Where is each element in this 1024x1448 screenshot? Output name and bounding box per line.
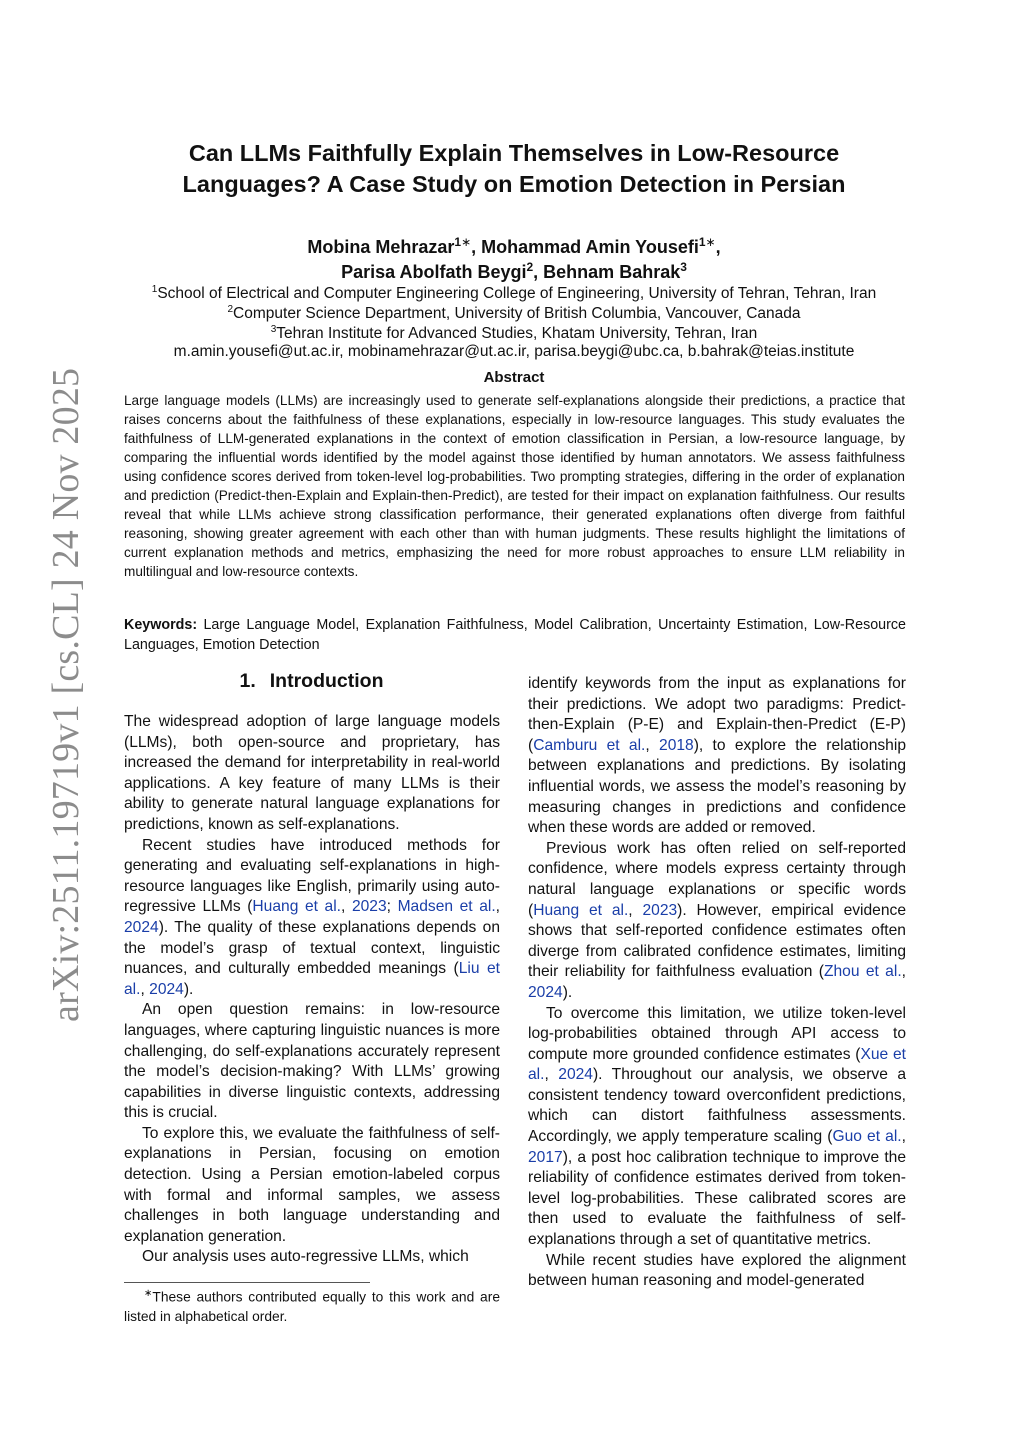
abstract-heading: Abstract bbox=[483, 369, 545, 386]
keywords-text: Large Language Model, Explanation Faithfulness, Model Calibration, Uncertainty Estimation, Low-Resource Languages, Emotion Detection bbox=[124, 617, 906, 653]
affiliation-number: 3 bbox=[270, 324, 277, 335]
paragraph-text: Previous work has often relied on self-reported confidence, where models express certainty through natural language explanations or specific words ( bbox=[528, 839, 906, 919]
author-line-2: Parisa Abolfath Beygi$^2$, Behnam Bahrak$^3$ bbox=[341, 260, 687, 282]
body-paragraph bbox=[528, 674, 906, 839]
paragraph-text: Recent studies have introduced methods for generating and evaluating self-explanations in high-resource languages like English, primarily using auto-regressive LLMs ( bbox=[124, 836, 500, 916]
paragraph-text: Our analysis uses auto-regressive LLMs, which bbox=[142, 1248, 469, 1266]
keywords bbox=[124, 616, 906, 655]
left-column bbox=[124, 712, 500, 1268]
footnote-text: These authors contributed equally to this work and are listed in alphabetical order. bbox=[124, 1289, 500, 1324]
author-affiliation-number: 1 bbox=[698, 235, 706, 249]
affiliation-text: School of Electrical and Computer Engineering College of Engineering, University of Tehran, Tehran, Iran bbox=[157, 285, 877, 303]
author-line-1: Mobina Mehrazar$^{1∗}$, Mohammad Amin Yousefi$^{1∗}$, bbox=[307, 235, 721, 257]
paragraph-text: To overcome this limitation, we utilize token-level log-probabilities obtained through API access to compute more grounded confidence estimates ( bbox=[528, 1004, 906, 1063]
citation-link[interactable]: 2023 bbox=[642, 901, 678, 919]
citation-link[interactable]: 2017 bbox=[528, 1148, 563, 1166]
author-emails: m.amin.yousefi@ut.ac.ir, mobinamehrazar@ut.ac.ir, parisa.beygi@ubc.ca, b.bahrak@teias.institute bbox=[173, 343, 855, 360]
paragraph-text: , bbox=[901, 1128, 906, 1146]
paragraph-text: , bbox=[645, 736, 660, 754]
section-heading bbox=[124, 670, 499, 693]
equal-contribution-mark: ∗ bbox=[461, 235, 472, 249]
body-paragraph bbox=[124, 1247, 500, 1268]
citation-link[interactable]: 2024 bbox=[528, 983, 563, 1001]
author-name: Behnam Bahrak bbox=[543, 262, 681, 282]
section-title: Introduction bbox=[269, 670, 384, 692]
paragraph-text: The widespread adoption of large language models (LLMs), both open-source and proprietary, has increased the demand for interpretability in real-world applications. A key feature of many LLMs is their ability to generate natural language explanations for predictions, known as self-explanations. bbox=[124, 713, 500, 833]
body-paragraph bbox=[124, 836, 500, 1001]
body-paragraph bbox=[528, 1004, 906, 1251]
arxiv-identifier-stamp: arXiv:2511.19719v1 [cs.CL] 24 Nov 2025 bbox=[45, 367, 87, 1022]
body-paragraph bbox=[528, 839, 906, 1004]
body-paragraph bbox=[124, 1000, 500, 1124]
paragraph-text: ). bbox=[183, 980, 194, 998]
equal-contribution-mark: ∗ bbox=[705, 235, 716, 249]
paragraph-text: ), a post hoc calibration technique to improve the reliability of confidence estimates derived from token-level log-probabilities. These calibrated scores are then used to evaluate the faithfulness of self-explanations through a set of quantitative metrics. bbox=[528, 1148, 906, 1249]
paragraph-text: identify keywords from the input as explanations for their predictions. We adopt two paradigms: Predict-then-Explain (P-E) and Explain-then-Predict (E-P) ( bbox=[528, 675, 906, 754]
citation-link[interactable]: Guo et al. bbox=[832, 1128, 902, 1146]
author-affiliation-number: 3 bbox=[680, 260, 687, 274]
citation-link[interactable]: Zhou et al. bbox=[823, 963, 902, 981]
paragraph-text: An open question remains: in low-resource languages, where capturing linguistic nuances is more challenging, do self-explanations accurately represent the model’s decision-making? With LLMs’ growing capabilities in diverse linguistic contexts, addressing this is crucial. bbox=[124, 1001, 500, 1122]
paragraph-text: ). The quality of these explanations depends on the model’s grasp of textual context, linguistic nuances, and culturally embedded meanings ( bbox=[124, 918, 500, 978]
paragraph-text: , bbox=[901, 963, 906, 981]
citation-link[interactable]: Xue et al. bbox=[528, 1045, 906, 1084]
citation-link[interactable]: Liu et al. bbox=[124, 960, 500, 998]
citation-link[interactable]: Madsen et al. bbox=[397, 898, 496, 916]
right-column bbox=[528, 674, 906, 1292]
footnote-mark: ∗ bbox=[144, 1288, 153, 1299]
citation-link[interactable]: 2023 bbox=[351, 898, 387, 916]
author-affiliation-number: 1 bbox=[454, 235, 462, 249]
paper-title bbox=[124, 138, 904, 200]
abstract-text: Large language models (LLMs) are increasingly used to generate self-explanations alongside their predictions, a practice that raises concerns about the faithfulness of these explanations, especially in low-resource languages. This study evaluates the faithfulness of LLM-generated explanations in the context of emotion classification in Persian, a low-resource language, by comparing the influential words identified by the model against those identified by human annotators. We assess faithfulness using confidence scores derived from token-level log-probabilities. Two prompting strategies, differing in the order of explanation and prediction (Predict-then-Explain and Explain-then-Predict), are tested for their impact on explanation faithfulness. Our results reveal that while LLMs achieve strong classification performance, their generated explanations often diverge from faithful reasoning, showing greater agreement with each other than with human judgments. These results highlight the limitations of current explanation methods and metrics, emphasizing the need for more robust approaches to ensure LLM reliability in multilingual and low-resource contexts. bbox=[124, 393, 905, 580]
section-number: 1. bbox=[239, 670, 256, 692]
citation-link[interactable]: 2024 bbox=[149, 980, 184, 998]
body-paragraph bbox=[124, 712, 500, 836]
body-paragraph bbox=[528, 1251, 906, 1292]
author-name: Mohammad Amin Yousefi bbox=[481, 237, 699, 257]
paragraph-text: While recent studies have explored the alignment between human reasoning and model-generated bbox=[528, 1251, 906, 1290]
affiliation-text: Tehran Institute for Advanced Studies, Khatam University, Tehran, Iran bbox=[276, 325, 758, 343]
citation-link[interactable]: Huang et al. bbox=[252, 898, 342, 916]
author-name: Parisa Abolfath Beygi bbox=[341, 262, 527, 282]
paragraph-text: ). bbox=[562, 983, 573, 1001]
body-paragraph bbox=[124, 1124, 500, 1248]
keywords-label: Keywords: bbox=[124, 617, 198, 633]
paragraph-text: , bbox=[544, 1066, 559, 1084]
paragraph-text: To explore this, we evaluate the faithfulness of self-explanations in Persian, focusing on emotion detection. Using a Persian emotion-labeled corpus with formal and informal samples, we assess challenges in both language understanding and explanation generation. bbox=[124, 1124, 500, 1245]
title-line-2: Languages? A Case Study on Emotion Detection in Persian bbox=[182, 171, 846, 197]
paragraph-text: , bbox=[495, 898, 501, 916]
author-name: Mobina Mehrazar bbox=[307, 237, 455, 257]
title-line-1: Can LLMs Faithfully Explain Themselves in Low-Resource bbox=[188, 140, 840, 166]
paragraph-text: , bbox=[628, 901, 643, 919]
footnote-divider bbox=[124, 1282, 370, 1283]
paragraph-text: ), to explore the relationship between explanations and predictions. By isolating influential words, we assess the model’s reasoning by measuring changes in predictions and confidence when these words are added or removed. bbox=[528, 736, 906, 837]
citation-link[interactable]: 2024 bbox=[124, 918, 159, 936]
paragraph-text: ). Throughout our analysis, we observe a consistent tendency toward overconfident predictions, which can distort faithfulness assessments. Accordingly, we apply temperature scaling ( bbox=[528, 1066, 906, 1146]
author-affiliation-number: 2 bbox=[526, 260, 534, 274]
paragraph-text: , bbox=[341, 898, 352, 916]
citation-link[interactable]: 2018 bbox=[659, 736, 694, 754]
affiliation-3 bbox=[124, 320, 904, 344]
affiliation-text: Computer Science Department, University of British Columbia, Vancouver, Canada bbox=[233, 305, 801, 323]
paragraph-text: , bbox=[140, 980, 150, 998]
paragraph-text: ; bbox=[386, 898, 398, 916]
affiliation-number: 2 bbox=[227, 304, 234, 315]
affiliation-number: 1 bbox=[151, 284, 158, 295]
citation-link[interactable]: 2024 bbox=[558, 1066, 593, 1084]
paragraph-text: ). However, empirical evidence shows that self-reported confidence estimates often diverge from calibrated confidence estimates, limiting their reliability for faithfulness evaluation ( bbox=[528, 901, 906, 981]
citation-link[interactable]: Huang et al. bbox=[533, 901, 629, 919]
footnote bbox=[124, 1284, 500, 1326]
citation-link[interactable]: Camburu et al. bbox=[533, 736, 646, 754]
